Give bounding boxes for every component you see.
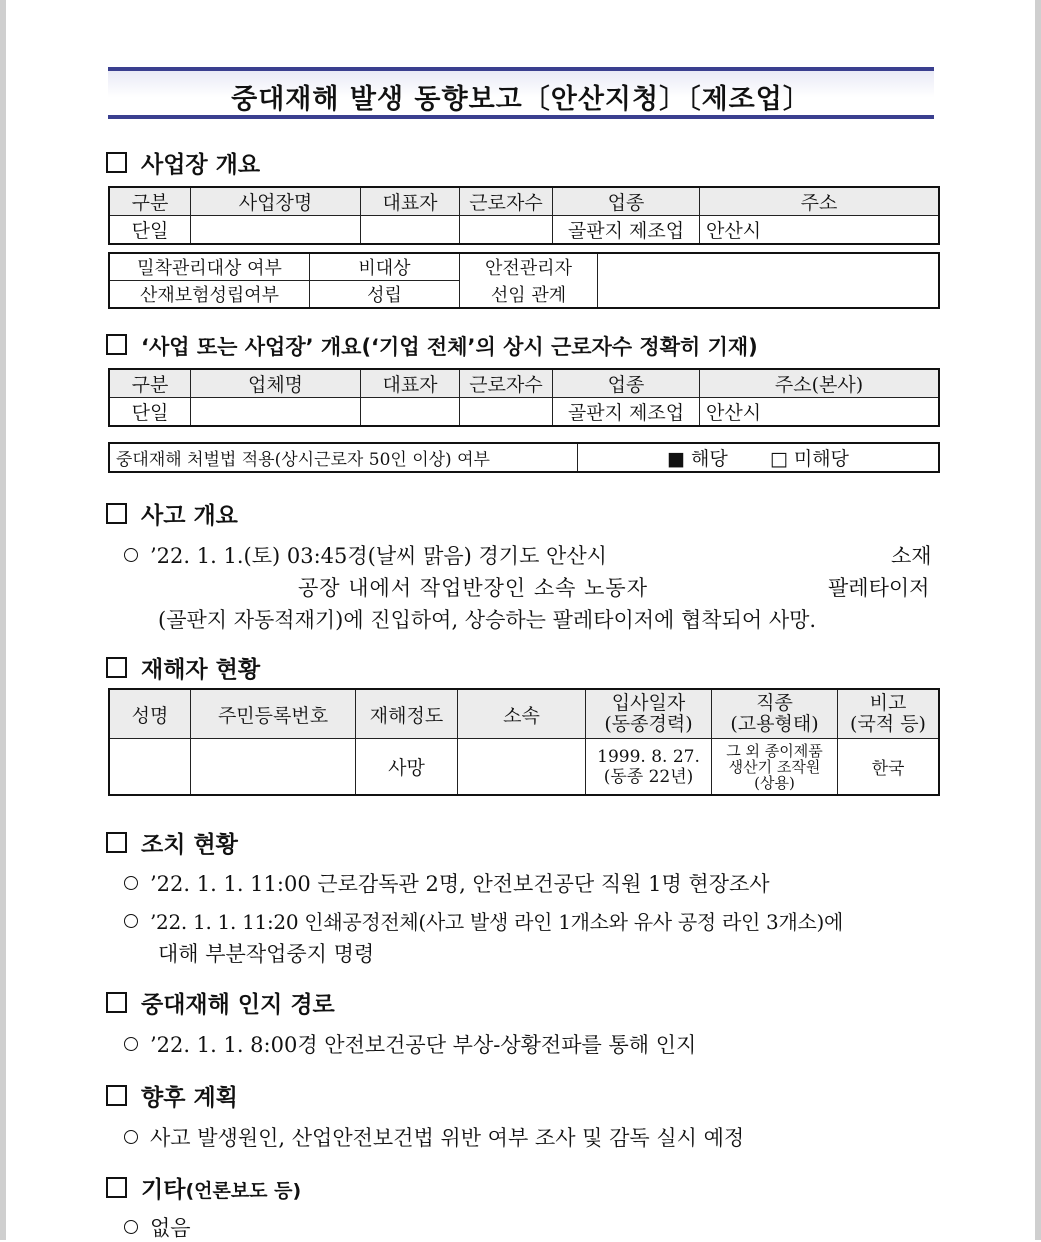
victim-table [109, 689, 939, 795]
value-cell: 성립 [310, 281, 460, 308]
section-heading-accident [106, 497, 238, 530]
table-cell [191, 398, 361, 426]
header-cell: 구분 [110, 370, 191, 398]
section-heading-text: ‘사업 또는 사업장’ 개요(‘기업 전체’의 상시 근로자수 정확히 기재) [141, 335, 758, 359]
act-application-table [109, 443, 939, 472]
header-cell: 주민등록번호 [191, 690, 356, 739]
circle-bullet-icon [124, 548, 138, 562]
cell-line: 그 외 종이제품 [726, 741, 823, 760]
title-banner [108, 67, 934, 119]
action-item-2-cont: 대해 부분작업중지 명령 [158, 942, 375, 966]
header-cell: 대표자 [361, 188, 460, 216]
cell-line: 1999. 8. 27. [597, 746, 700, 767]
page-edge-left [0, 0, 6, 1240]
accident-line-2-end: 팔레타이저 [828, 576, 930, 600]
circle-bullet-icon [124, 1037, 138, 1051]
accident-text: ’22. 1. 1.(토) 03:45경(날씨 맑음) 경기도 안산시 [150, 544, 607, 568]
section-heading-text: 기타 [141, 1177, 186, 1203]
accident-line-1 [124, 540, 607, 570]
header-cell: 대표자 [361, 370, 460, 398]
table-row [110, 444, 939, 472]
table-cell: 한국 [838, 739, 939, 795]
action-text: ’22. 1. 1. 11:20 인쇄공정전체(사고 발생 라인 1개소와 유사 공정 라인 3개소)에 [150, 910, 844, 934]
header-cell: 주소(본사) [700, 370, 939, 398]
action-text: ’22. 1. 1. 11:00 근로감독관 2명, 안전보건공단 직원 1명 현장조사 [150, 872, 770, 896]
circle-bullet-icon [124, 1220, 138, 1234]
checkbox-square-icon [106, 152, 127, 173]
section-heading-text: 재해자 현황 [141, 657, 261, 683]
cell-line: 생산기 조작원 [728, 757, 821, 776]
section-heading-other [106, 1171, 301, 1204]
header-cell [586, 690, 712, 739]
header-cell: 성명 [110, 690, 191, 739]
section-heading-workplace [106, 146, 260, 179]
header-cell: 사업장명 [191, 188, 361, 216]
header-cell: 재해정도 [356, 690, 458, 739]
circle-bullet-icon [124, 1130, 138, 1144]
header-cell [838, 690, 939, 739]
table-row [110, 739, 939, 795]
accident-line-1-end: 소재 [891, 544, 932, 568]
section-heading-text: 사고 개요 [141, 503, 238, 529]
value-cell: 비대상 [310, 254, 460, 281]
table-cell: 안산시 [700, 216, 939, 244]
table-cell [191, 739, 356, 795]
option-not-applicable: □ 미해당 [769, 448, 849, 470]
awareness-item [124, 1029, 696, 1059]
checkbox-square-icon [106, 657, 127, 678]
label-cell: 중대재해 처벌법 적용(상시근로자 50인 이상) 여부 [110, 444, 578, 472]
action-item-2 [124, 906, 843, 935]
checkbox-square-icon [106, 1177, 127, 1198]
checkbox-square-icon [106, 1085, 127, 1106]
business-table [109, 369, 939, 426]
header-cell: 근로자수 [460, 188, 553, 216]
header-cell: 구분 [110, 188, 191, 216]
workplace-subtable [109, 253, 939, 308]
header-cell [712, 690, 838, 739]
section-heading-awareness [106, 986, 335, 1019]
header-cell: 근로자수 [460, 370, 553, 398]
table-header-row [110, 690, 939, 739]
header-cell: 업종 [553, 188, 700, 216]
table-cell [712, 739, 838, 795]
table-cell [458, 739, 586, 795]
header-cell: 업체명 [191, 370, 361, 398]
section-heading-text: 사업장 개요 [141, 152, 261, 178]
table-cell [460, 398, 553, 426]
section-heading-text: 조치 현황 [141, 832, 238, 858]
checkbox-square-icon [106, 832, 127, 853]
table-row [110, 398, 939, 426]
table-cell: 안산시 [700, 398, 939, 426]
option-cell [578, 444, 939, 472]
label-cell: 산재보험성립여부 [110, 281, 310, 308]
circle-bullet-icon [124, 914, 138, 928]
label-cell: 선임 관계 [460, 281, 598, 308]
label-cell: 밀착관리대상 여부 [110, 254, 310, 281]
page-title: 중대재해 발생 동향보고〔안산지청〕〔제조업〕 [231, 84, 811, 115]
section-heading-actions [106, 826, 238, 859]
table-cell [586, 739, 712, 795]
page-edge-right [1035, 0, 1041, 1240]
workplace-table [109, 187, 939, 244]
table-header-row [110, 370, 939, 398]
section-heading-text: 중대재해 인지 경로 [141, 992, 335, 1018]
cell-line: (동종 22년) [603, 766, 694, 787]
other-item [124, 1212, 191, 1242]
section-heading-subtext: (언론보도 등) [185, 1180, 302, 1202]
checkbox-square-icon [106, 334, 127, 355]
checkbox-square-icon [106, 992, 127, 1013]
section-heading-plan [106, 1079, 238, 1112]
table-cell: 골판지 제조업 [553, 216, 700, 244]
plan-text: 사고 발생원인, 산업안전보건법 위반 여부 조사 및 감독 실시 예정 [150, 1126, 745, 1150]
accident-line-2: 공장 내에서 작업반장인 소속 노동자 [298, 576, 648, 600]
table-cell [361, 398, 460, 426]
header-line: (국적 등) [850, 713, 926, 735]
header-line: (고용형태) [730, 713, 819, 735]
header-cell: 업종 [553, 370, 700, 398]
awareness-text: ’22. 1. 1. 8:00경 안전보건공단 부상-상황전파를 통해 인지 [150, 1033, 697, 1057]
header-cell: 주소 [700, 188, 939, 216]
table-cell [361, 216, 460, 244]
cell-line: (상용) [754, 773, 795, 792]
circle-bullet-icon [124, 876, 138, 890]
table-cell: 골판지 제조업 [553, 398, 700, 426]
table-cell: 단일 [110, 398, 191, 426]
table-cell [460, 216, 553, 244]
accident-line-3: (골판지 자동적재기)에 진입하여, 상승하는 팔레타이저에 협착되어 사망. [158, 608, 817, 632]
header-line: (동종경력) [604, 713, 693, 735]
other-text: 없음 [150, 1216, 191, 1240]
header-line: 직종 [756, 692, 793, 714]
option-applicable: ■ 해당 [667, 448, 728, 470]
table-cell: 사망 [356, 739, 458, 795]
table-header-row [110, 188, 939, 216]
plan-item [124, 1122, 744, 1152]
table-cell: 단일 [110, 216, 191, 244]
label-cell: 안전관리자 [460, 254, 598, 281]
section-heading-text: 향후 계획 [141, 1085, 238, 1111]
table-cell [110, 739, 191, 795]
action-item-1 [124, 868, 770, 898]
table-row [110, 216, 939, 244]
redacted-cell [598, 254, 939, 308]
header-line: 비고 [869, 692, 907, 714]
checkbox-square-icon [106, 503, 127, 524]
header-cell: 소속 [458, 690, 586, 739]
section-heading-business [106, 331, 758, 361]
table-row [110, 254, 939, 281]
section-heading-victim [106, 651, 260, 684]
header-line: 입사일자 [611, 692, 686, 714]
table-cell [191, 216, 361, 244]
